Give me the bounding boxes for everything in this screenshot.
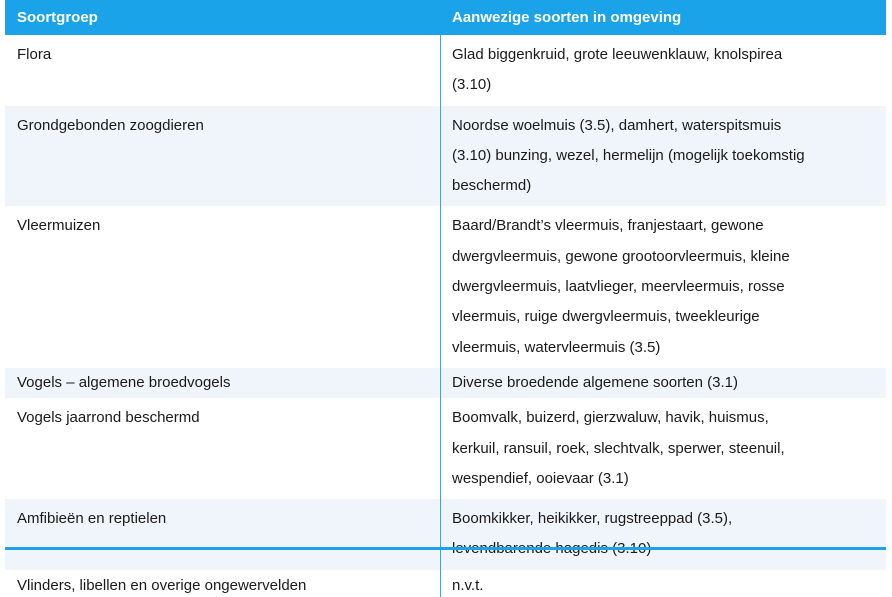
species-line: Noordse woelmuis (3.5), damhert, waterspitsmuis — [452, 116, 782, 134]
header-aanwezige-soorten: Aanwezige soorten in omgeving — [452, 9, 682, 26]
cell-species — [441, 570, 886, 597]
species-line: (3.10) — [452, 76, 492, 94]
cell-species — [441, 368, 886, 398]
table-row — [5, 206, 886, 367]
species-line: (3.10) bunzing, wezel, hermelijn (mogelijk toekomstig — [452, 146, 805, 164]
species-line: vleermuis, ruige dwergvleermuis, tweekleurige — [452, 308, 760, 326]
group-label: Amfibieën en reptielen — [17, 510, 167, 528]
table-header-row — [5, 0, 886, 35]
species-line: dwergvleermuis, gewone grootoorvleermuis, kleine — [452, 247, 790, 265]
species-line: Boomvalk, buizerd, gierzwaluw, havik, huismus, — [452, 409, 769, 427]
species-line: Boomkikker, heikikker, rugstreeppad (3.5), — [452, 510, 733, 528]
table-row — [5, 35, 886, 106]
species-line: kerkuil, ransuil, roek, slechtvalk, sperwer, steenuil, — [452, 439, 785, 457]
cell-group — [5, 570, 441, 597]
species-line: Diverse broedende algemene soorten (3.1) — [452, 373, 739, 391]
cell-group — [5, 35, 441, 106]
table-bottom-rule — [5, 547, 886, 550]
table-row — [5, 398, 886, 499]
species-line: beschermd) — [452, 177, 532, 195]
table-row — [5, 368, 886, 398]
species-line: n.v.t. — [452, 576, 484, 594]
cell-species — [441, 106, 886, 207]
cell-species — [441, 499, 886, 570]
species-line: wespendief, ooievaar (3.1) — [452, 469, 629, 487]
group-label: Flora — [17, 46, 52, 63]
table-row — [5, 106, 886, 207]
cell-group — [5, 368, 441, 398]
species-line: vleermuis, watervleermuis (3.5) — [452, 338, 661, 356]
species-line: Glad biggenkruid, grote leeuwenklauw, knolspirea — [452, 46, 783, 63]
group-label: Vogels – algemene broedvogels — [17, 373, 231, 391]
cell-species — [441, 35, 886, 106]
species-table — [5, 0, 886, 597]
cell-species — [441, 398, 886, 499]
species-line: dwergvleermuis, laatvlieger, meervleermuis, rosse — [452, 278, 785, 296]
group-label: Vleermuizen — [17, 217, 101, 235]
group-label: Vogels jaarrond beschermd — [17, 409, 200, 427]
table-row — [5, 570, 886, 597]
cell-group — [5, 106, 441, 207]
table-row — [5, 499, 886, 570]
cell-group — [5, 499, 441, 570]
cell-group — [5, 206, 441, 367]
cell-species — [441, 206, 886, 367]
group-label: Vlinders, libellen en overige ongewervelden — [17, 576, 307, 594]
species-line: Baard/Brandt’s vleermuis, franjestaart, gewone — [452, 217, 764, 235]
cell-group — [5, 398, 441, 499]
group-label: Grondgebonden zoogdieren — [17, 116, 204, 134]
header-soortgroep: Soortgroep — [5, 0, 441, 35]
